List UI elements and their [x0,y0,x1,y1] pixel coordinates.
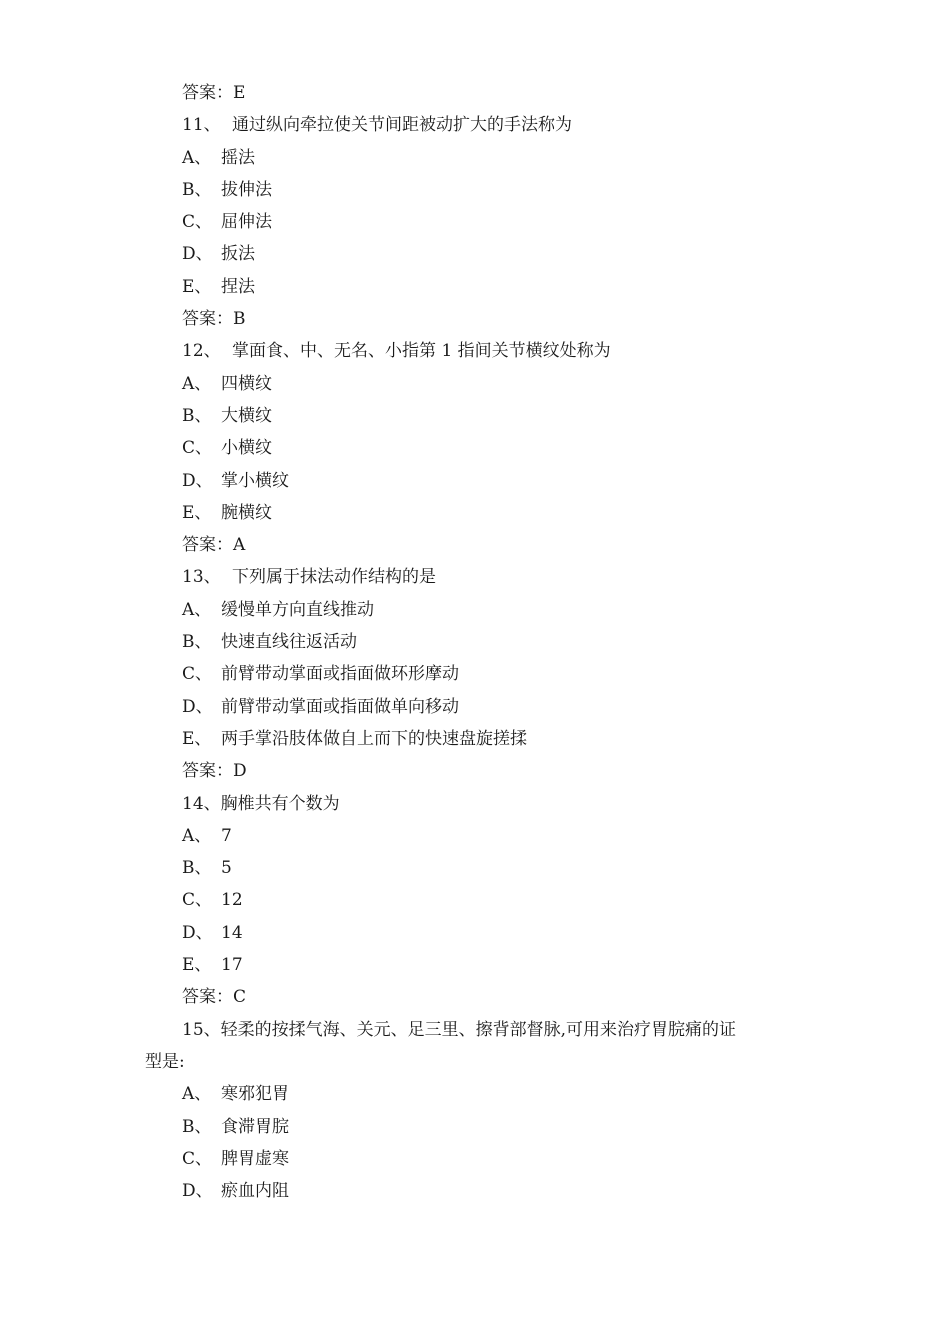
option-d [145,465,825,497]
question-number: 14、 [182,793,221,814]
option-key: B、 [182,858,212,879]
option-key: A、 [182,373,212,394]
option-key: D、 [182,244,213,265]
option-text: 扳法 [221,244,255,265]
question-number: 11、 [182,115,221,136]
option-d [145,691,825,723]
option-text: 掌小横纹 [221,470,289,491]
option-key: D、 [182,696,213,717]
option-key: D、 [182,1181,213,1202]
option-a [145,1078,825,1110]
option-key: A、 [182,1084,212,1105]
option-key: A、 [182,599,212,620]
option-d [145,917,825,949]
option-text: 14 [221,922,243,943]
option-b [145,626,825,658]
question-list [145,77,825,1207]
option-text: 瘀血内阻 [221,1181,289,1202]
option-key: C、 [182,438,213,459]
question-13 [145,561,825,593]
option-a [145,142,825,174]
question-text-continued: 型是: [145,1051,185,1072]
option-text: 屈伸法 [221,212,272,233]
option-key: E、 [182,502,212,523]
option-text: 拔伸法 [221,179,272,200]
question-14 [145,788,825,820]
option-text: 7 [221,825,232,846]
option-c [145,884,825,916]
option-key: B、 [182,405,212,426]
option-key: A、 [182,825,212,846]
question-text: 轻柔的按揉气海、关元、足三里、擦背部督脉,可用来治疗胃脘痛的证 [220,1019,737,1040]
option-text: 5 [221,858,232,879]
option-key: C、 [182,212,213,233]
option-key: D、 [182,470,213,491]
answer-line: 答案：A [182,535,246,556]
option-key: E、 [182,276,212,297]
option-b [145,400,825,432]
option-key: B、 [182,632,212,653]
option-b [145,1111,825,1143]
question-15 [145,1014,825,1046]
option-text: 脾胃虚寒 [221,1148,289,1169]
question-text: 掌面食、中、无名、小指第 1 指间关节横纹处称为 [232,341,611,362]
option-b [145,852,825,884]
question-number: 12、 [182,341,221,362]
option-e [145,723,825,755]
option-text: 食滞胃脘 [221,1116,289,1137]
question-number: 13、 [182,567,221,588]
option-key: B、 [182,1116,212,1137]
option-text: 小横纹 [221,438,272,459]
option-d [145,238,825,270]
option-key: D、 [182,922,213,943]
option-e [145,949,825,981]
option-key: C、 [182,1148,213,1169]
option-e [145,497,825,529]
question-text: 下列属于抹法动作结构的是 [232,567,437,588]
option-a [145,594,825,626]
option-text: 前臂带动掌面或指面做单向移动 [221,696,459,717]
option-c [145,658,825,690]
option-text: 两手掌沿肢体做自上而下的快速盘旋搓揉 [221,728,527,749]
option-text: 大横纹 [221,405,272,426]
answer-line: 答案：C [182,987,247,1008]
option-text: 捏法 [221,276,255,297]
question-11 [145,109,825,141]
question-12 [145,335,825,367]
option-text: 17 [221,955,243,976]
answer-line: 答案：D [182,761,247,782]
option-text: 腕横纹 [221,502,272,523]
answer-line: 答案：E [182,83,246,103]
question-number: 15、 [182,1019,221,1040]
option-d [145,1175,825,1207]
option-key: B、 [182,179,212,200]
option-key: A、 [182,147,212,168]
option-b [145,174,825,206]
option-key: E、 [182,728,212,749]
option-text: 摇法 [221,147,255,168]
option-text: 缓慢单方向直线推动 [221,599,374,620]
option-c [145,206,825,238]
question-text: 胸椎共有个数为 [220,793,340,814]
option-a [145,820,825,852]
option-text: 前臂带动掌面或指面做环形摩动 [221,664,459,685]
option-key: C、 [182,664,213,685]
option-key: C、 [182,890,213,911]
option-text: 12 [221,890,243,911]
option-a [145,368,825,400]
option-key: E、 [182,955,212,976]
question-text: 通过纵向牵拉使关节间距被动扩大的手法称为 [232,115,573,136]
option-text: 四横纹 [221,373,272,394]
option-c [145,1143,825,1175]
option-text: 寒邪犯胃 [221,1084,289,1105]
option-e [145,271,825,303]
option-text: 快速直线往返活动 [221,632,357,653]
option-c [145,432,825,464]
answer-line: 答案：B [182,309,246,330]
